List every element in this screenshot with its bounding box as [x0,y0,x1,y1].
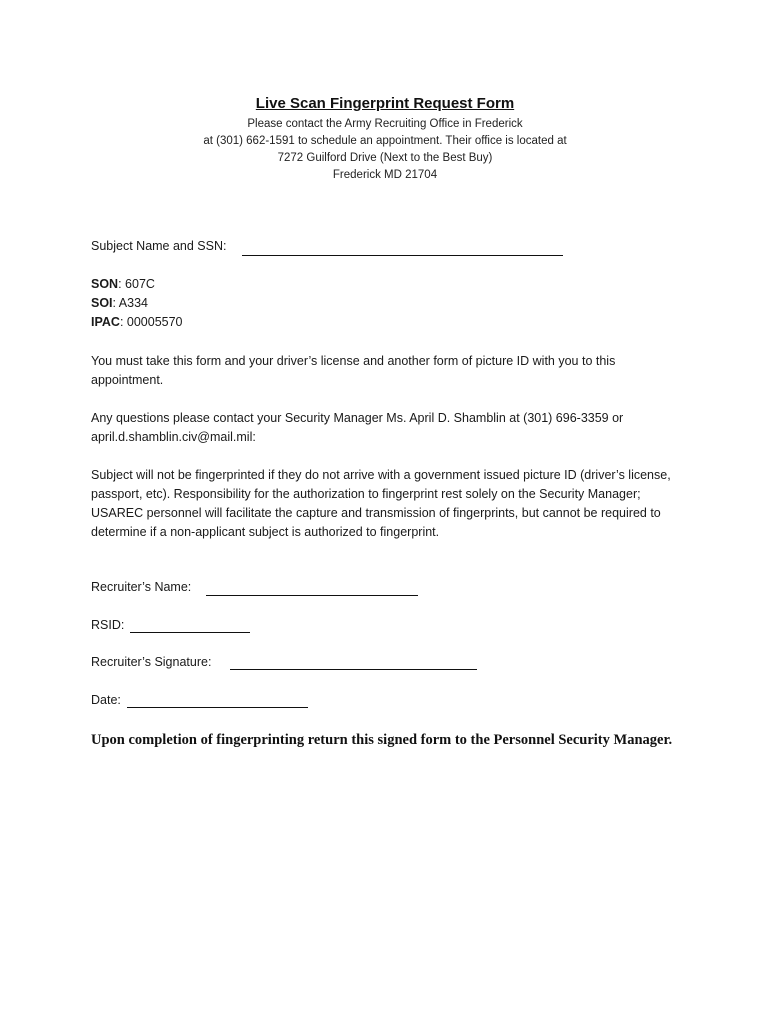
contact-paragraph: Any questions please contact your Security Manager Ms. April D. Shamblin at (301) 696-3359 or april.d.shamblin.civ@mail.mil: [91,411,624,444]
date-blank[interactable] [127,707,308,708]
closing-instruction: Upon completion of fingerprinting return this signed form to the Personnel Security Manager. [91,732,673,748]
header-line: Frederick MD 21704 [332,169,438,181]
soi-value: : A334 [112,296,148,310]
id-requirement-paragraph: You must take this form and your driver’s license and another form of picture ID with you to this appointment. [91,354,616,387]
ipac-value: : 00005570 [119,315,183,329]
subject-name-label: Subject Name and SSN: [91,239,227,253]
header-line: at (301) 662-1591 to schedule an appointment. Their office is located at [203,135,567,147]
recruiter-signature-label: Recruiter’s Signature: [91,655,212,669]
form-title: Live Scan Fingerprint Request Form [255,95,515,112]
ipac-key: IPAC [91,315,120,329]
rsid-label: RSID: [91,618,125,632]
policy-paragraph: Subject will not be fingerprinted if they do not arrive with a government issued picture ID (driver’s license, passport, etc). Responsibility for the authorization to fingerprint rest solely on the Security Manager; USAREC personnel will facilitate the capture and transmission of fingerprints, but cannot be required to determine if a non-applicant subject is authorized to fingerprint. [91,468,671,539]
soi-code [91,296,148,310]
recruiter-name-label: Recruiter’s Name: [91,580,192,594]
recruiter-name-blank[interactable] [206,595,418,596]
recruiter-signature-blank[interactable] [230,669,477,670]
son-key: SON [91,277,119,291]
soi-key: SOI [91,296,113,310]
date-label: Date: [91,693,121,707]
header-line: 7272 Guilford Drive (Next to the Best Buy) [277,152,493,164]
header-line: Please contact the Army Recruiting Office in Frederick [247,118,523,130]
subject-name-blank[interactable] [242,255,563,256]
son-code [91,277,155,291]
son-value: : 607C [118,277,155,291]
rsid-blank[interactable] [130,632,250,633]
ipac-code [91,315,183,329]
